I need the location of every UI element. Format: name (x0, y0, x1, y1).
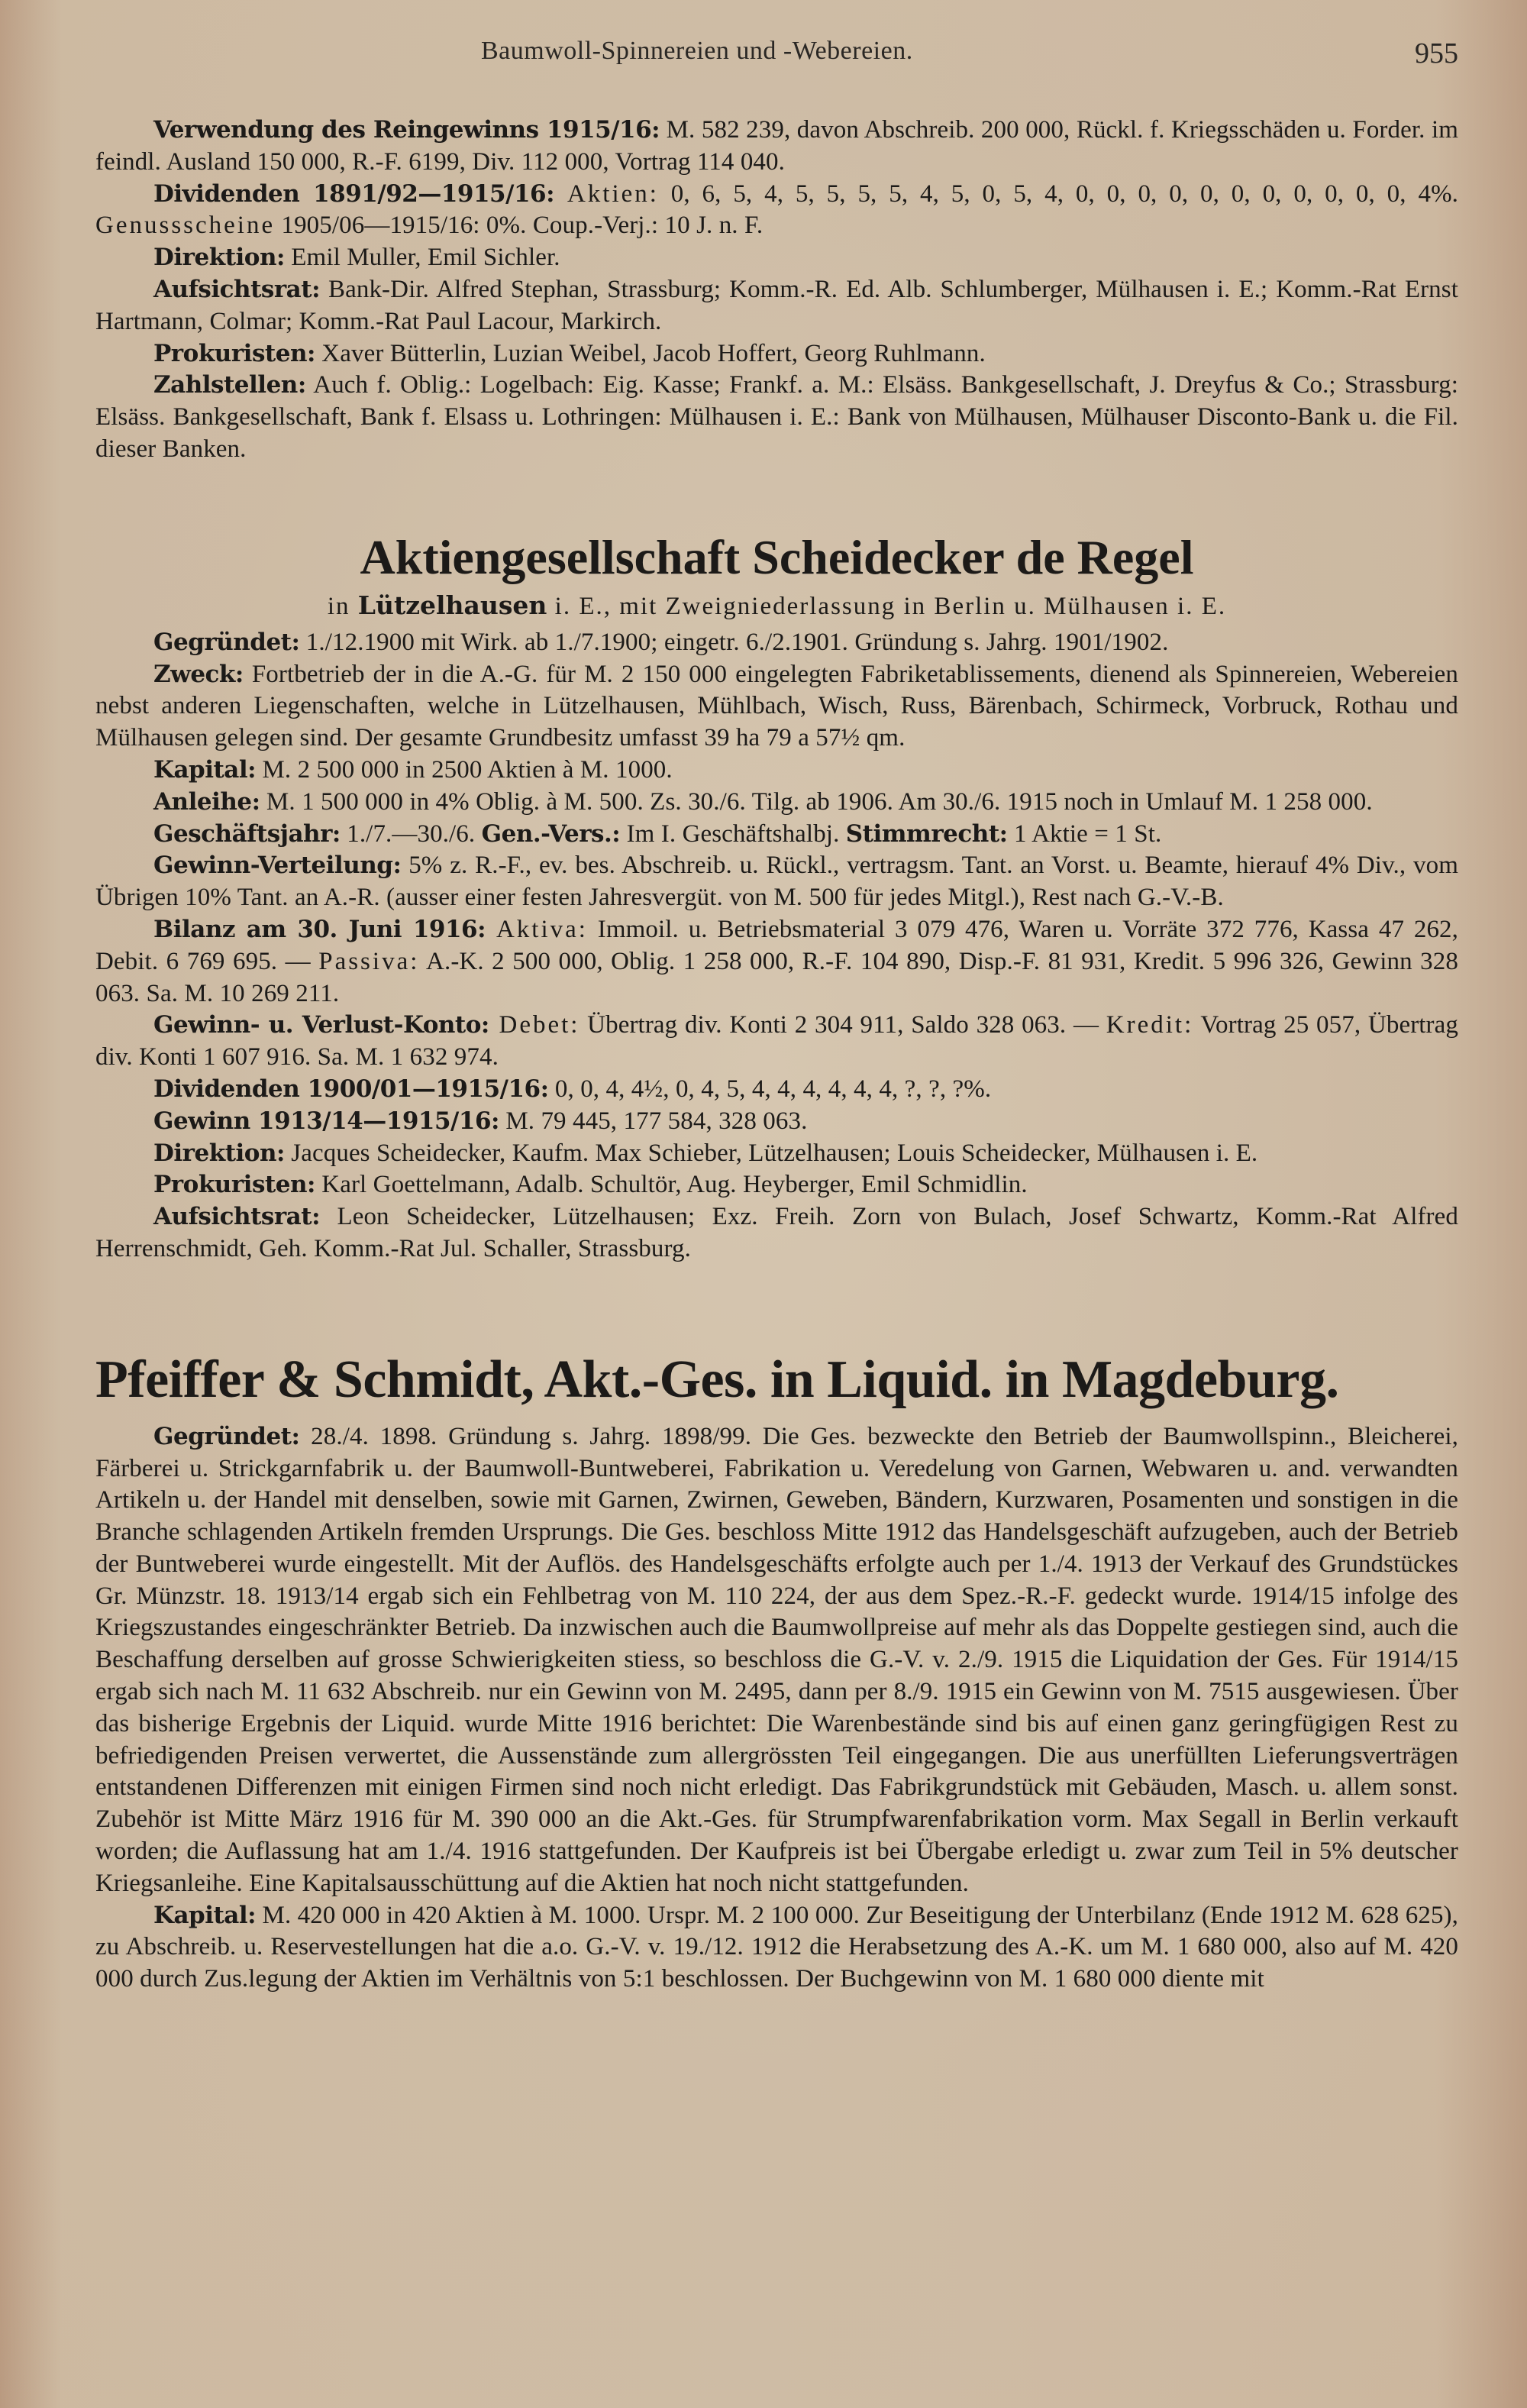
gewinnverteilung-text: 5% z. R.-F., ev. bes. Abschreib. u. Rückl., vertragsm. Tant. an Vorst. u. Beamte, hierauf 4% Div., vom Übrigen 10% Tant. an A.-R. (ausser einer festen Jahresvergüt. von M. 500 für jedes Mitgl.), Rest nach G.-V.-B. (95, 852, 1458, 912)
direktion-text: Emil Muller, Emil Sichler. (284, 244, 560, 272)
prokuristen-paragraph (95, 338, 1458, 370)
company-entry-scheidecker (95, 527, 1458, 1265)
debet-label: Debet: (489, 1011, 580, 1039)
gegruendet-paragraph (95, 1421, 1458, 1900)
genussscheine-text: 1905/06—1915/16: 0%. Coup.-Verj.: 10 J. n. F. (275, 212, 764, 240)
zweck-text: Fortbetrieb der in die A.-G. für M. 2 150 000 eingelegten Fabriketablissements, dienend als Spinnereien, Webereien nebst anderen Liegenschaften, welche in Lützelhausen, Mühlbach, Wisch, Russ, Bärenbach, Schirmeck, Vorbruck, Rothau und Mülhausen gelegen sind. Der gesamte Grundbesitz umfasst 39 ha 79 a 57½ qm. (95, 660, 1458, 752)
page-body (95, 115, 1458, 1996)
aktien-label: Aktien: (554, 179, 659, 208)
geschaeftsjahr-paragraph (95, 819, 1458, 851)
anleihe-paragraph (95, 787, 1458, 819)
company-location-line (95, 590, 1458, 622)
spacer (95, 1411, 1458, 1421)
passiva-label: Passiva: (318, 947, 420, 975)
aktiva-text: Immoil. u. Betriebsmaterial 3 079 476, Waren u. Vorräte 372 776, Kassa 47 262, Debit. 6 769 695. — (95, 915, 1459, 975)
page-number: 955 (1415, 37, 1458, 69)
prokuristen-text: Xaver Bütterlin, Luzian Weibel, Jacob Hoffert, Georg Ruhlmann. (315, 339, 986, 367)
dividenden-paragraph (95, 1074, 1458, 1106)
aufsichtsrat-text: Bank-Dir. Alfred Stephan, Strassburg; Komm.-R. Ed. Alb. Schlumberger, Mülhausen i. E.; Komm.-Rat Ernst Hartmann, Colmar; Komm.-Rat Paul Lacour, Markirch. (95, 275, 1458, 335)
prokuristen-paragraph (95, 1169, 1458, 1201)
gewinn-paragraph (95, 1106, 1458, 1138)
dividenden-label: Dividenden 1900/01—1915/16: (153, 1075, 549, 1103)
verwendung-text: M. 582 239, davon Abschreib. 200 000, Rückl. f. Kriegsschäden u. Forder. im feindl. Ausland 150 000, R.-F. 6199, Div. 112 000, Vortrag 114 040. (95, 116, 1458, 176)
anleihe-text: M. 1 500 000 in 4% Oblig. à M. 500. Zs. 30./6. Tilg. ab 1906. Am 30./6. 1915 noch in Umlauf M. 1 258 000. (260, 787, 1373, 816)
running-head (95, 37, 1458, 82)
company-entry-pfeiffer-schmidt (95, 1349, 1458, 1996)
location-rest: i. E., mit Zweigniederlassung in Berlin u. Mülhausen i. E. (547, 592, 1227, 620)
zweck-label: Zweck: (153, 660, 244, 688)
kapital-paragraph (95, 1900, 1458, 1996)
kredit-text: Vortrag 25 057, Übertrag div. Konti 1 607 916. Sa. M. 1 632 974. (95, 1011, 1458, 1071)
location-prefix: in (327, 592, 358, 620)
company-location: Lützelhausen (357, 590, 547, 620)
kapital-paragraph (95, 755, 1458, 787)
verwendung-paragraph (95, 115, 1458, 179)
gewinn-text: M. 79 445, 177 584, 328 063. (499, 1107, 808, 1135)
direktion-text: Jacques Scheidecker, Kaufm. Max Schieber, Lützelhausen; Louis Scheidecker, Mülhausen i. E. (284, 1139, 1258, 1167)
bilanz-paragraph (95, 914, 1458, 1010)
gewinn-label: Gewinn 1913/14—1915/16: (153, 1107, 499, 1135)
aktien-text: 0, 6, 5, 4, 5, 5, 5, 5, 4, 5, 0, 5, 4, 0, 0, 0, 0, 0, 0, 0, 0, 0, 0, 0, 4%. (658, 179, 1459, 208)
prokuristen-text: Karl Goettelmann, Adalb. Schultör, Aug. Heyberger, Emil Schmidlin. (315, 1171, 1028, 1199)
gegruendet-text: 28./4. 1898. Gründung s. Jahrg. 1898/99. Die Ges. bezweckte den Betrieb der Baumwollspinn., Bleicherei, Färberei u. Strickgarnfabrik u. der Baumwoll-Buntweberei, Fabrikation u. Veredelung von Garnen, Webwaren u. and. verwandten Artikeln u. der Handel mit denselben, sowie mit Garnen, Zwirnen, Geweben, Bändern, Kurzwaren, Posamenten und sonstigen in die Branche schlagenden Artikeln fremden Ursprungs. Die Ges. beschloss Mitte 1912 das Handelsgeschäft aufzugeben, auch der Betrieb der Buntweberei wurde eingestellt. Mit der Auflös. des Handelsgeschäfts erfolgte auch per 1./4. 1913 der Verkauf des Grundstückes Gr. Münzstr. 18. 1913/14 ergab sich ein Fehlbetrag von M. 110 224, der aus dem Spez.-R.-F. gedeckt wurde. 1914/15 infolge des Kriegszustandes eingeschränkter Betrieb. Da inzwischen auch die Baumwollpreise auf mehr als das Doppelte gestiegen sind, auch die Beschaffung derselben auf grosse Schwierigkeiten stiess, so beschloss die G.-V. v. 2./9. 1915 die Liquidation der Ges. Für 1914/15 ergab sich nach M. 11 632 Abschreib. nur ein Gewinn von M. 2495, dann per 8./9. 1915 ein Gewinn von M. 7515 ausgewiesen. Über das bisherige Ergebnis der Liquid. wurde Mitte 1916 berichtet: Die Warenbestände sind bis auf einen ganz geringfügigen Rest zu befriedigenden Preisen verwertet, die Aussenstände zum allergrössten Teil eingegangen. Die aus unerfüllten Lieferungsverträgen entstandenen Differenzen mit einigen Firmen sind noch nicht erledigt. Das Fabrikgrundstück mit Gebäuden, Masch. u. allem sonst. Zubehör ist Mitte März 1916 für M. 390 000 an die Akt.-Ges. für Strumpfwarenfabrikation vorm. Max Segall in Berlin verkauft worden; die Auflassung hat am 1./4. 1916 stattgefunden. Der Kaufpreis ist bei Übergabe erledigt u. zwar zum Teil in 5% deutscher Kriegsanleihe. Eine Kapitalsausschüttung auf die Aktien hat noch nicht stattgefunden. (95, 1422, 1458, 1897)
prokuristen-label: Prokuristen: (153, 1171, 315, 1199)
anleihe-label: Anleihe: (153, 787, 260, 816)
gewinnverteilung-label: Gewinn-Verteilung: (153, 852, 402, 880)
company-heading: Pfeiffer & Schmidt, Akt.-Ges. in Liquid. in Magdeburg. (95, 1349, 1339, 1409)
kapital-text: M. 2 500 000 in 2500 Aktien à M. 1000. (256, 755, 673, 784)
direktion-label: Direktion: (153, 1139, 285, 1167)
gegruendet-label: Gegründet: (153, 628, 300, 656)
aufsichtsrat-paragraph (95, 274, 1458, 338)
debet-text: Übertrag div. Konti 2 304 911, Saldo 328 063. — (579, 1011, 1106, 1039)
direktion-paragraph (95, 1138, 1458, 1170)
dividenden-text: 0, 0, 4, 4½, 0, 4, 5, 4, 4, 4, 4, 4, 4, ?, ?, ?%. (548, 1075, 992, 1103)
direktion-paragraph (95, 242, 1458, 274)
stimmrecht-label: Stimmrecht: (845, 819, 1008, 848)
kredit-label: Kredit: (1106, 1011, 1194, 1039)
prokuristen-label: Prokuristen: (153, 339, 315, 367)
company-heading: Aktiengesellschaft Scheidecker de Regel (360, 529, 1194, 584)
genvers-text: Im I. Geschäftshalbj. (620, 819, 846, 848)
zahlstellen-text: Auch f. Oblig.: Logelbach: Eig. Kasse; Frankf. a. M.: Elsäss. Bankgesellschaft, J. Dreyfus & Co.; Strassburg: Elsäss. Bankgesellschaft, Bank f. Elsass u. Lothringen: Mülhausen i. E.: Bank von Mülhausen, Mülhauser Disconto-Bank u. die Fil. dieser Banken. (95, 371, 1458, 463)
kapital-label: Kapital: (153, 1901, 257, 1929)
direktion-label: Direktion: (153, 244, 285, 272)
gegruendet-label: Gegründet: (153, 1422, 300, 1450)
guv-paragraph (95, 1010, 1458, 1074)
dividenden-label: Dividenden 1891/92—1915/16: (153, 179, 555, 208)
stimmrecht-text: 1 Aktie = 1 St. (1007, 819, 1162, 848)
gegruendet-text: 1./12.1900 mit Wirk. ab 1./7.1900; eingetr. 6./2.1901. Gründung s. Jahrg. 1901/1902. (299, 628, 1169, 656)
zahlstellen-paragraph (95, 370, 1458, 465)
previous-entry-continuation (95, 115, 1458, 466)
bilanz-label: Bilanz am 30. Juni 1916: (153, 915, 486, 943)
aufsichtsrat-paragraph (95, 1201, 1458, 1265)
kapital-label: Kapital: (153, 755, 257, 784)
verwendung-label: Verwendung des Reingewinns 1915/16: (153, 116, 660, 144)
gewinnverteilung-paragraph (95, 850, 1458, 914)
zahlstellen-label: Zahlstellen: (153, 371, 306, 399)
aktiva-label: Aktiva: (486, 915, 588, 943)
aufsichtsrat-label: Aufsichtsrat: (153, 275, 321, 303)
zweck-paragraph (95, 659, 1458, 755)
genvers-label: Gen.-Vers.: (481, 819, 621, 848)
genussscheine-label: Genussscheine (95, 212, 276, 240)
dividenden-paragraph (95, 179, 1458, 243)
geschaeftsjahr-label: Geschäftsjahr: (153, 819, 341, 848)
running-head-title: Baumwoll-Spinnereien und -Webereien. (481, 37, 913, 65)
kapital-text: M. 420 000 in 420 Aktien à M. 1000. Urspr. M. 2 100 000. Zur Beseitigung der Unterbilanz (Ende 1912 M. 628 625), zu Abschreib. u. Reservestellungen hat die a.o. G.-V. v. 19./12. 1912 die Herabsetzung des A.-K. um M. 1 680 000, also auf M. 420 000 durch Zus.legung der Aktien im Verhältnis von 5:1 beschlossen. Der Buchgewinn von M. 1 680 000 diente mit (95, 1901, 1458, 1993)
aufsichtsrat-text: Leon Scheidecker, Lützelhausen; Exz. Freih. Zorn von Bulach, Josef Schwartz, Komm.-Rat Alfred Herrenschmidt, Geh. Komm.-Rat Jul. Schaller, Strassburg. (95, 1203, 1458, 1262)
gegruendet-paragraph (95, 627, 1458, 659)
guv-label: Gewinn- u. Verlust-Konto: (153, 1011, 489, 1039)
aufsichtsrat-label: Aufsichtsrat: (153, 1203, 321, 1231)
passiva-text: A.-K. 2 500 000, Oblig. 1 258 000, R.-F. 104 890, Disp.-F. 81 931, Kredit. 5 996 326, Gewinn 328 063. Sa. M. 10 269 211. (95, 947, 1458, 1007)
geschaeftsjahr-text: 1./7.—30./6. (340, 819, 482, 848)
